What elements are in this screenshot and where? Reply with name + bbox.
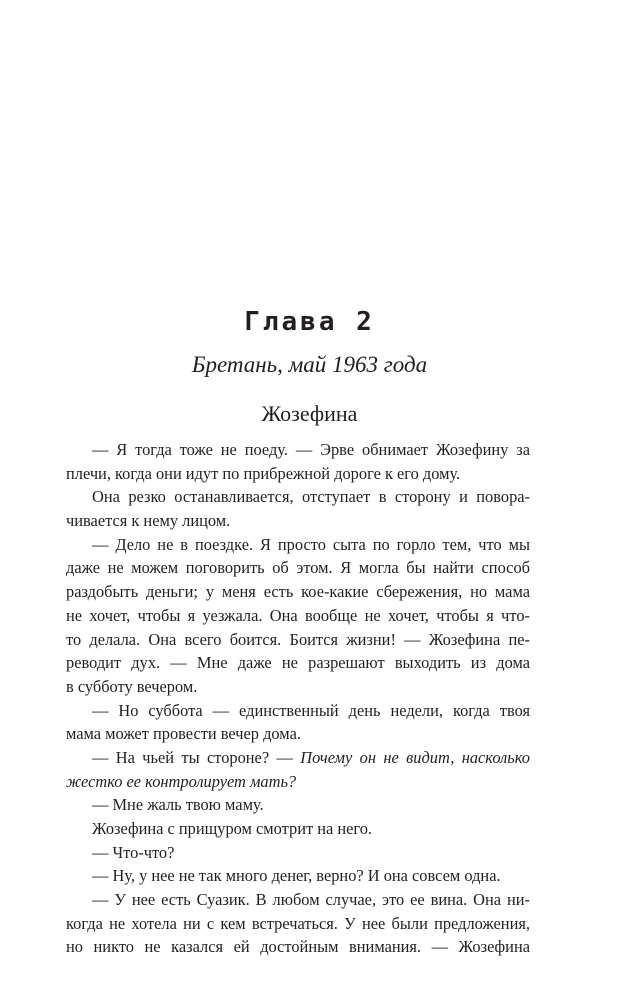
text-line [66, 817, 530, 841]
text-line [66, 699, 530, 723]
text-line [66, 935, 530, 959]
text-line-content: Она резко останавливается, отступает в сторону и повора- [92, 487, 530, 507]
text-line-content: мама может провести вечер дома. [66, 724, 301, 744]
text-line [66, 888, 530, 912]
text-line [66, 651, 530, 675]
italic-thought: Почему он не видит, насколько [300, 747, 530, 767]
text-line [66, 793, 530, 817]
text-line-content: в субботу вечером. [66, 676, 198, 696]
text-line [66, 485, 530, 509]
text-line-content: Жозефина с прищуром смотрит на него. [92, 819, 373, 838]
text-line-content: плечи, когда они идут по прибрежной дороге к его дому. [66, 463, 461, 483]
text-line-content: — Но суббота — единственный день недели, когда твоя [92, 700, 530, 720]
chapter-title: Глава 2 [244, 307, 375, 337]
text-line-content: — Мне жаль твою маму. [92, 795, 264, 815]
pov-character-name: Жозефина [261, 401, 358, 426]
text-line-content: даже не можем поговорить об этом. Я могла бы найти способ [66, 558, 530, 578]
text-line [66, 770, 530, 794]
text-line-content: но никто не казался ей достойным внимания. — Жозефина [66, 937, 530, 957]
text-line-content: — Я тогда тоже не поеду. — Эрве обнимает Жозефину за [92, 440, 530, 459]
text-line-content: не хочет, чтобы я уезжала. Она вообще не хочет, чтобы я что- [66, 605, 530, 625]
text-line [66, 580, 530, 604]
text-line [66, 841, 530, 865]
text-line-content: чивается к нему лицом. [66, 511, 231, 531]
text-line [66, 509, 530, 533]
chapter-subtitle: Бретань, май 1963 года [191, 352, 428, 377]
text-line-content: — Что-что? [92, 842, 175, 862]
text-line [66, 462, 530, 486]
text-line [66, 604, 530, 628]
text-line-content: раздобыть деньги; у меня есть кое-какие сбережения, но мама [66, 582, 530, 602]
text-line-content: — На чьей ты стороне? — [92, 747, 301, 767]
text-line [66, 864, 530, 888]
text-line [66, 912, 530, 936]
text-line [66, 533, 530, 557]
text-line [66, 438, 530, 462]
text-line [66, 628, 530, 652]
text-line-content: реводит дух. — Мне даже не разрешают выходить из дома [66, 653, 530, 673]
text-line-content: — У нее есть Суазик. В любом случае, это ее вина. Она ни- [92, 890, 530, 910]
text-line [66, 675, 530, 699]
text-line-content: — Ну, у нее не так много денег, верно? И она совсем одна. [92, 866, 501, 886]
text-line-content: — Дело не в поездке. Я просто сыта по горло тем, что мы [92, 534, 530, 554]
text-line [66, 556, 530, 580]
text-line [66, 746, 530, 770]
italic-thought: жестко ее контролирует мать? [66, 771, 297, 791]
text-line [66, 722, 530, 746]
body-text [66, 438, 530, 959]
text-line-content: то делала. Она всего боится. Боится жизни! — Жозефина пе- [66, 629, 530, 649]
text-line-content: когда не хотела ни с кем встречаться. У нее были предложения, [66, 913, 530, 933]
